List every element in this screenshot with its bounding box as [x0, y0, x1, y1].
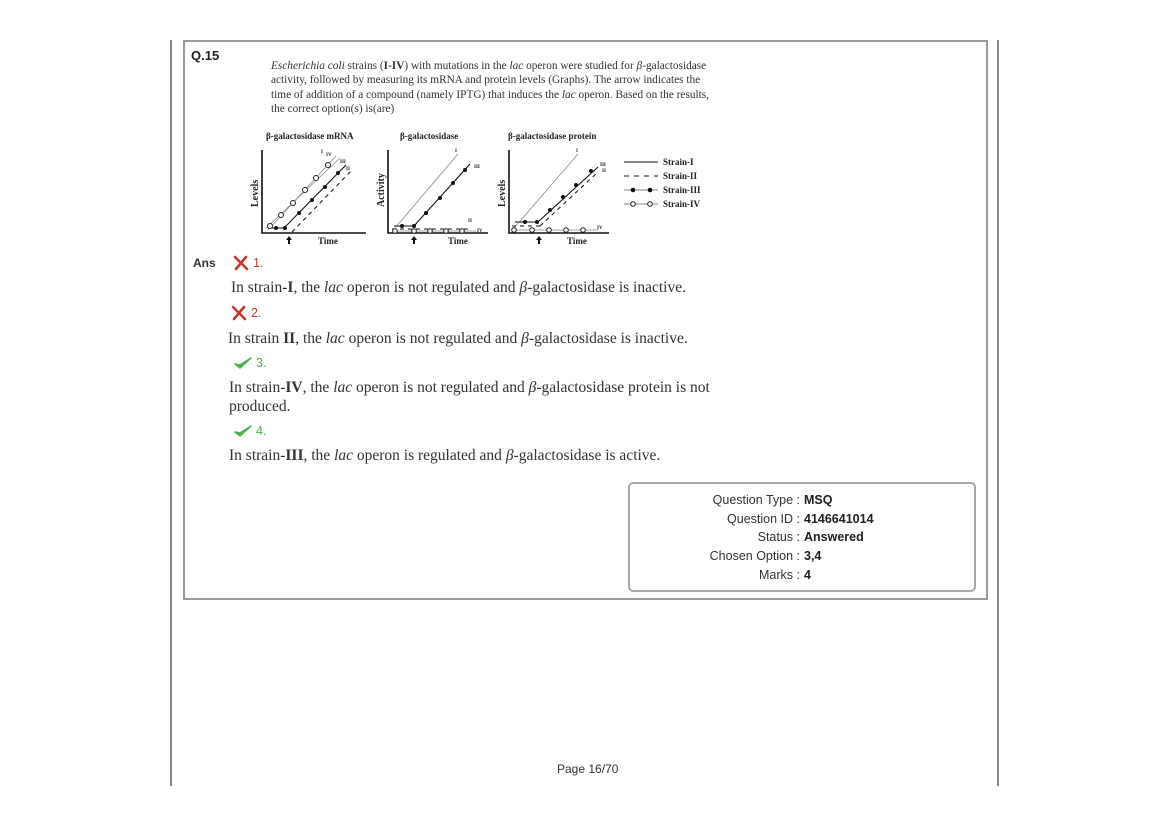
seg: II [283, 330, 296, 347]
curve-label: II [602, 169, 606, 174]
option-4-text [229, 446, 759, 465]
info-question-type [630, 493, 970, 507]
legend-label: Strain-II [663, 171, 698, 181]
info-label: Question ID : [727, 512, 800, 526]
seg: , the [303, 447, 335, 464]
curve-label: IV [326, 153, 332, 158]
seg: lac [334, 447, 353, 464]
seg: operon is not regulated and [342, 279, 520, 296]
info-label: Question Type : [712, 493, 800, 507]
option-3-status [234, 356, 266, 370]
option-number: 2. [251, 306, 262, 320]
seg: , the [302, 379, 334, 396]
curve-label: II [346, 167, 350, 172]
info-label: Marks : [759, 568, 800, 582]
info-value: 3,4 [804, 549, 822, 563]
question-stem [271, 59, 711, 116]
legend-label: Strain-I [663, 157, 694, 167]
curve-label: III [340, 160, 346, 165]
seg: β [528, 379, 537, 396]
y-label-1: Levels [250, 179, 261, 207]
option-3-text [229, 378, 759, 416]
check-icon [234, 424, 252, 438]
seg: IV [285, 379, 303, 396]
curve-label: I [455, 149, 457, 154]
page-number: Page 16/70 [557, 762, 619, 776]
x-label-3: Time [567, 236, 587, 246]
seg: β [521, 330, 529, 347]
seg: operon is not regulated and [344, 330, 522, 347]
curve-label: III [600, 163, 606, 168]
stem-seg: β [636, 60, 643, 72]
info-status [630, 530, 970, 544]
seg: lac [325, 330, 345, 347]
seg: -galactosidase protein is not produced. [229, 379, 710, 415]
graph-title-mrna: β-galactosidase mRNA [266, 131, 354, 141]
seg: lac [333, 379, 353, 396]
x-label-2: Time [448, 236, 468, 246]
curve-label: III [474, 165, 480, 170]
answer-label: Ans [193, 256, 216, 270]
question-figure [240, 126, 720, 251]
graph-protein [512, 149, 606, 232]
option-1-status [233, 255, 263, 271]
graph-activity [392, 149, 483, 234]
graph-title-activity: β-galactosidase [400, 131, 459, 141]
stem-seg: operon were studied for [523, 60, 637, 72]
seg: , the [295, 330, 326, 347]
info-label: Chosen Option : [709, 549, 800, 563]
graph-axes [262, 150, 609, 233]
option-number: 3. [256, 356, 267, 370]
seg: In strain [228, 330, 284, 347]
stem-seg: strains ( [344, 60, 384, 72]
y-label-3: Levels [497, 179, 508, 207]
cross-icon [233, 255, 249, 271]
graph-mrna [266, 150, 352, 232]
option-4-status [234, 424, 266, 438]
seg: In strain- [229, 379, 286, 396]
cross-icon [231, 305, 247, 321]
seg: , the [293, 279, 324, 296]
y-label-2: Activity [376, 173, 387, 207]
info-question-id [630, 512, 970, 526]
option-1-text [231, 278, 761, 297]
info-value: 4 [804, 568, 811, 582]
option-number: 4. [256, 424, 267, 438]
question-number: Q.15 [191, 48, 220, 63]
info-value: 4146641014 [804, 512, 874, 526]
info-label: Status : [757, 530, 800, 544]
x-label-1: Time [318, 236, 338, 246]
question-info-box [628, 482, 976, 592]
stem-seg: -galactosidase activity, followed by measuring its mRNA and protein levels (Graphs). The arrow indicates the time of addition of a compound (namely IPTG) that induces the [271, 60, 707, 101]
seg: In strain- [231, 279, 288, 296]
info-chosen-option [630, 549, 970, 563]
seg: operon is regulated and [353, 447, 506, 464]
seg: III [285, 447, 304, 464]
seg: lac [324, 279, 343, 296]
legend-label: Strain-III [663, 185, 701, 195]
seg: β [505, 447, 514, 464]
seg: -galactosidase is inactive. [527, 279, 686, 296]
page-left-rule [170, 40, 172, 786]
curve-label: II [468, 219, 472, 224]
stem-seg: lac [509, 60, 524, 72]
figure-legend [624, 157, 701, 209]
option-2-status [231, 305, 261, 321]
info-marks [630, 568, 970, 582]
seg: operon is not regulated and [352, 379, 529, 396]
seg: I [287, 279, 294, 296]
curve-label: I [321, 150, 323, 155]
seg: -galactosidase is inactive. [528, 330, 688, 347]
seg: -galactosidase is active. [513, 447, 661, 464]
seg: β [519, 279, 528, 296]
stem-seg: ) with mutations in the [404, 60, 510, 72]
stem-seg: I-IV [383, 60, 405, 72]
seg: In strain- [229, 447, 286, 464]
info-value: MSQ [804, 493, 833, 507]
check-icon [234, 356, 252, 370]
option-2-text [228, 329, 758, 348]
info-value: Answered [804, 530, 864, 544]
legend-label: Strain-IV [663, 199, 701, 209]
stem-seg: Escherichia coli [271, 60, 345, 72]
stem-seg: lac [561, 88, 576, 101]
curve-label: I [576, 149, 578, 154]
option-number: 1. [253, 256, 264, 270]
curve-label: IV [597, 226, 603, 231]
curve-label: IV [477, 229, 483, 234]
page-right-rule [997, 40, 999, 786]
stem-seg: operon. Based on the results, the correct option(s) is(are) [271, 88, 709, 115]
graph-title-protein: β-galactosidase protein [508, 131, 597, 141]
